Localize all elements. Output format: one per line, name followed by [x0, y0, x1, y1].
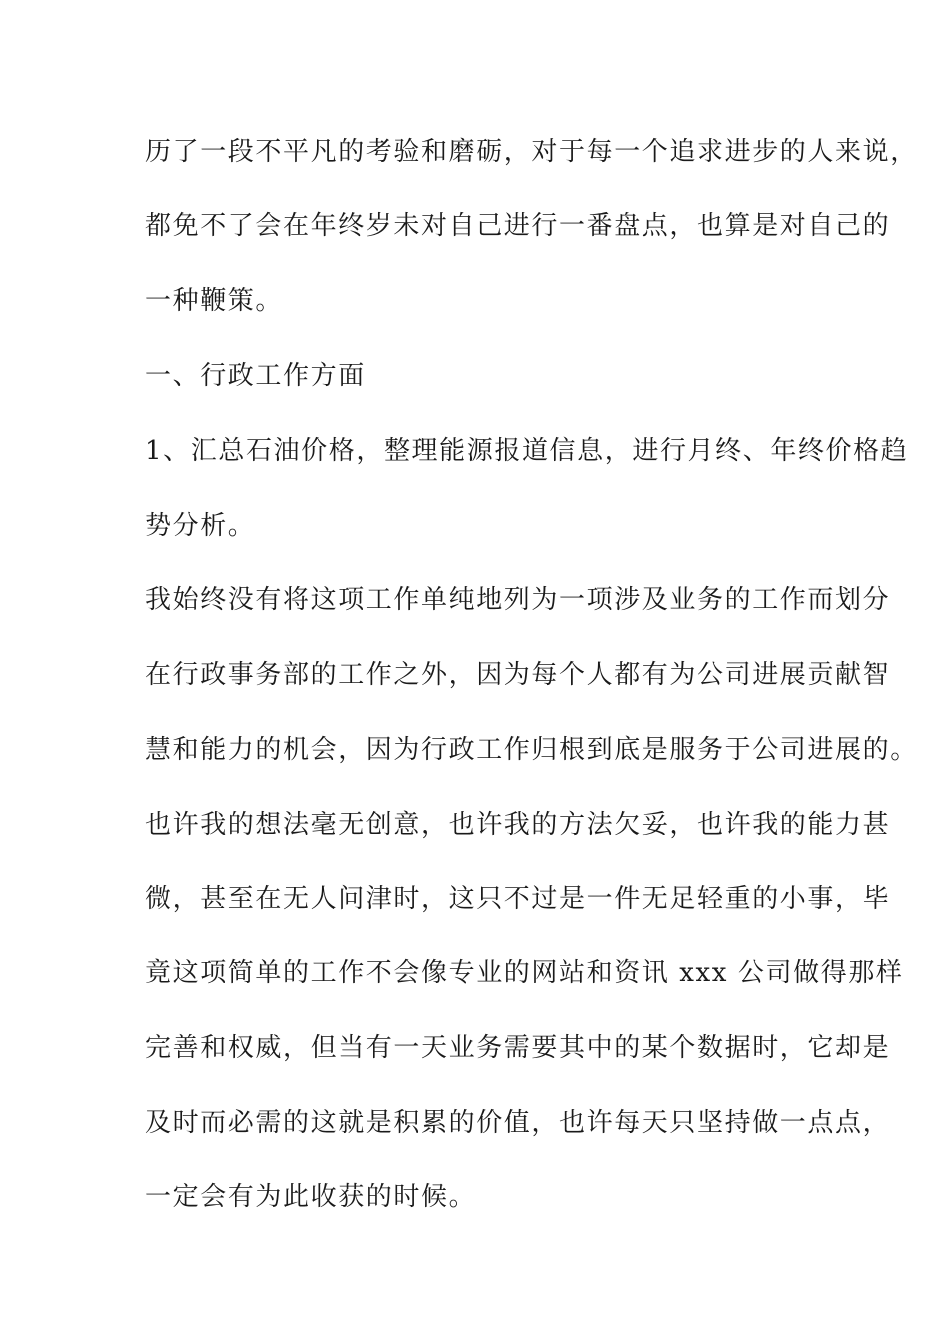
text-line: 慧和能力的机会，因为行政工作归根到底是服务于公司进展的。	[145, 735, 918, 765]
list-item-heading: 1、汇总石油价格，整理能源报道信息，进行月终、年终价格趋	[145, 436, 909, 466]
text-line: 都免不了会在年终岁未对自己进行一番盘点，也算是对自己的	[145, 211, 891, 241]
text-line: 也许我的想法毫无创意，也许我的方法欠妥，也许我的能力甚	[145, 810, 891, 840]
text-line: 竟这项简单的工作不会像专业的网站和资讯 xxx 公司做得那样	[145, 958, 904, 988]
text-line: 我始终没有将这项工作单纯地列为一项涉及业务的工作而划分	[145, 585, 891, 615]
text-line: 历了一段不平凡的考验和磨砺，对于每一个追求进步的人来说，	[145, 137, 918, 167]
text-line: 一定会有为此收获的时候。	[145, 1182, 477, 1212]
text-line: 在行政事务部的工作之外，因为每个人都有为公司进展贡献智	[145, 660, 891, 690]
text-line: 一种鞭策。	[145, 286, 284, 316]
text-line: 微，甚至在无人问津时，这只不过是一件无足轻重的小事，毕	[145, 884, 891, 914]
text-line: 及时而必需的这就是积累的价值，也许每天只坚持做一点点，	[145, 1108, 891, 1138]
text-line: 完善和权威，但当有一天业务需要其中的某个数据时，它却是	[145, 1033, 891, 1063]
text-line: 势分析。	[145, 511, 256, 541]
section-heading: 一、行政工作方面	[145, 361, 366, 391]
